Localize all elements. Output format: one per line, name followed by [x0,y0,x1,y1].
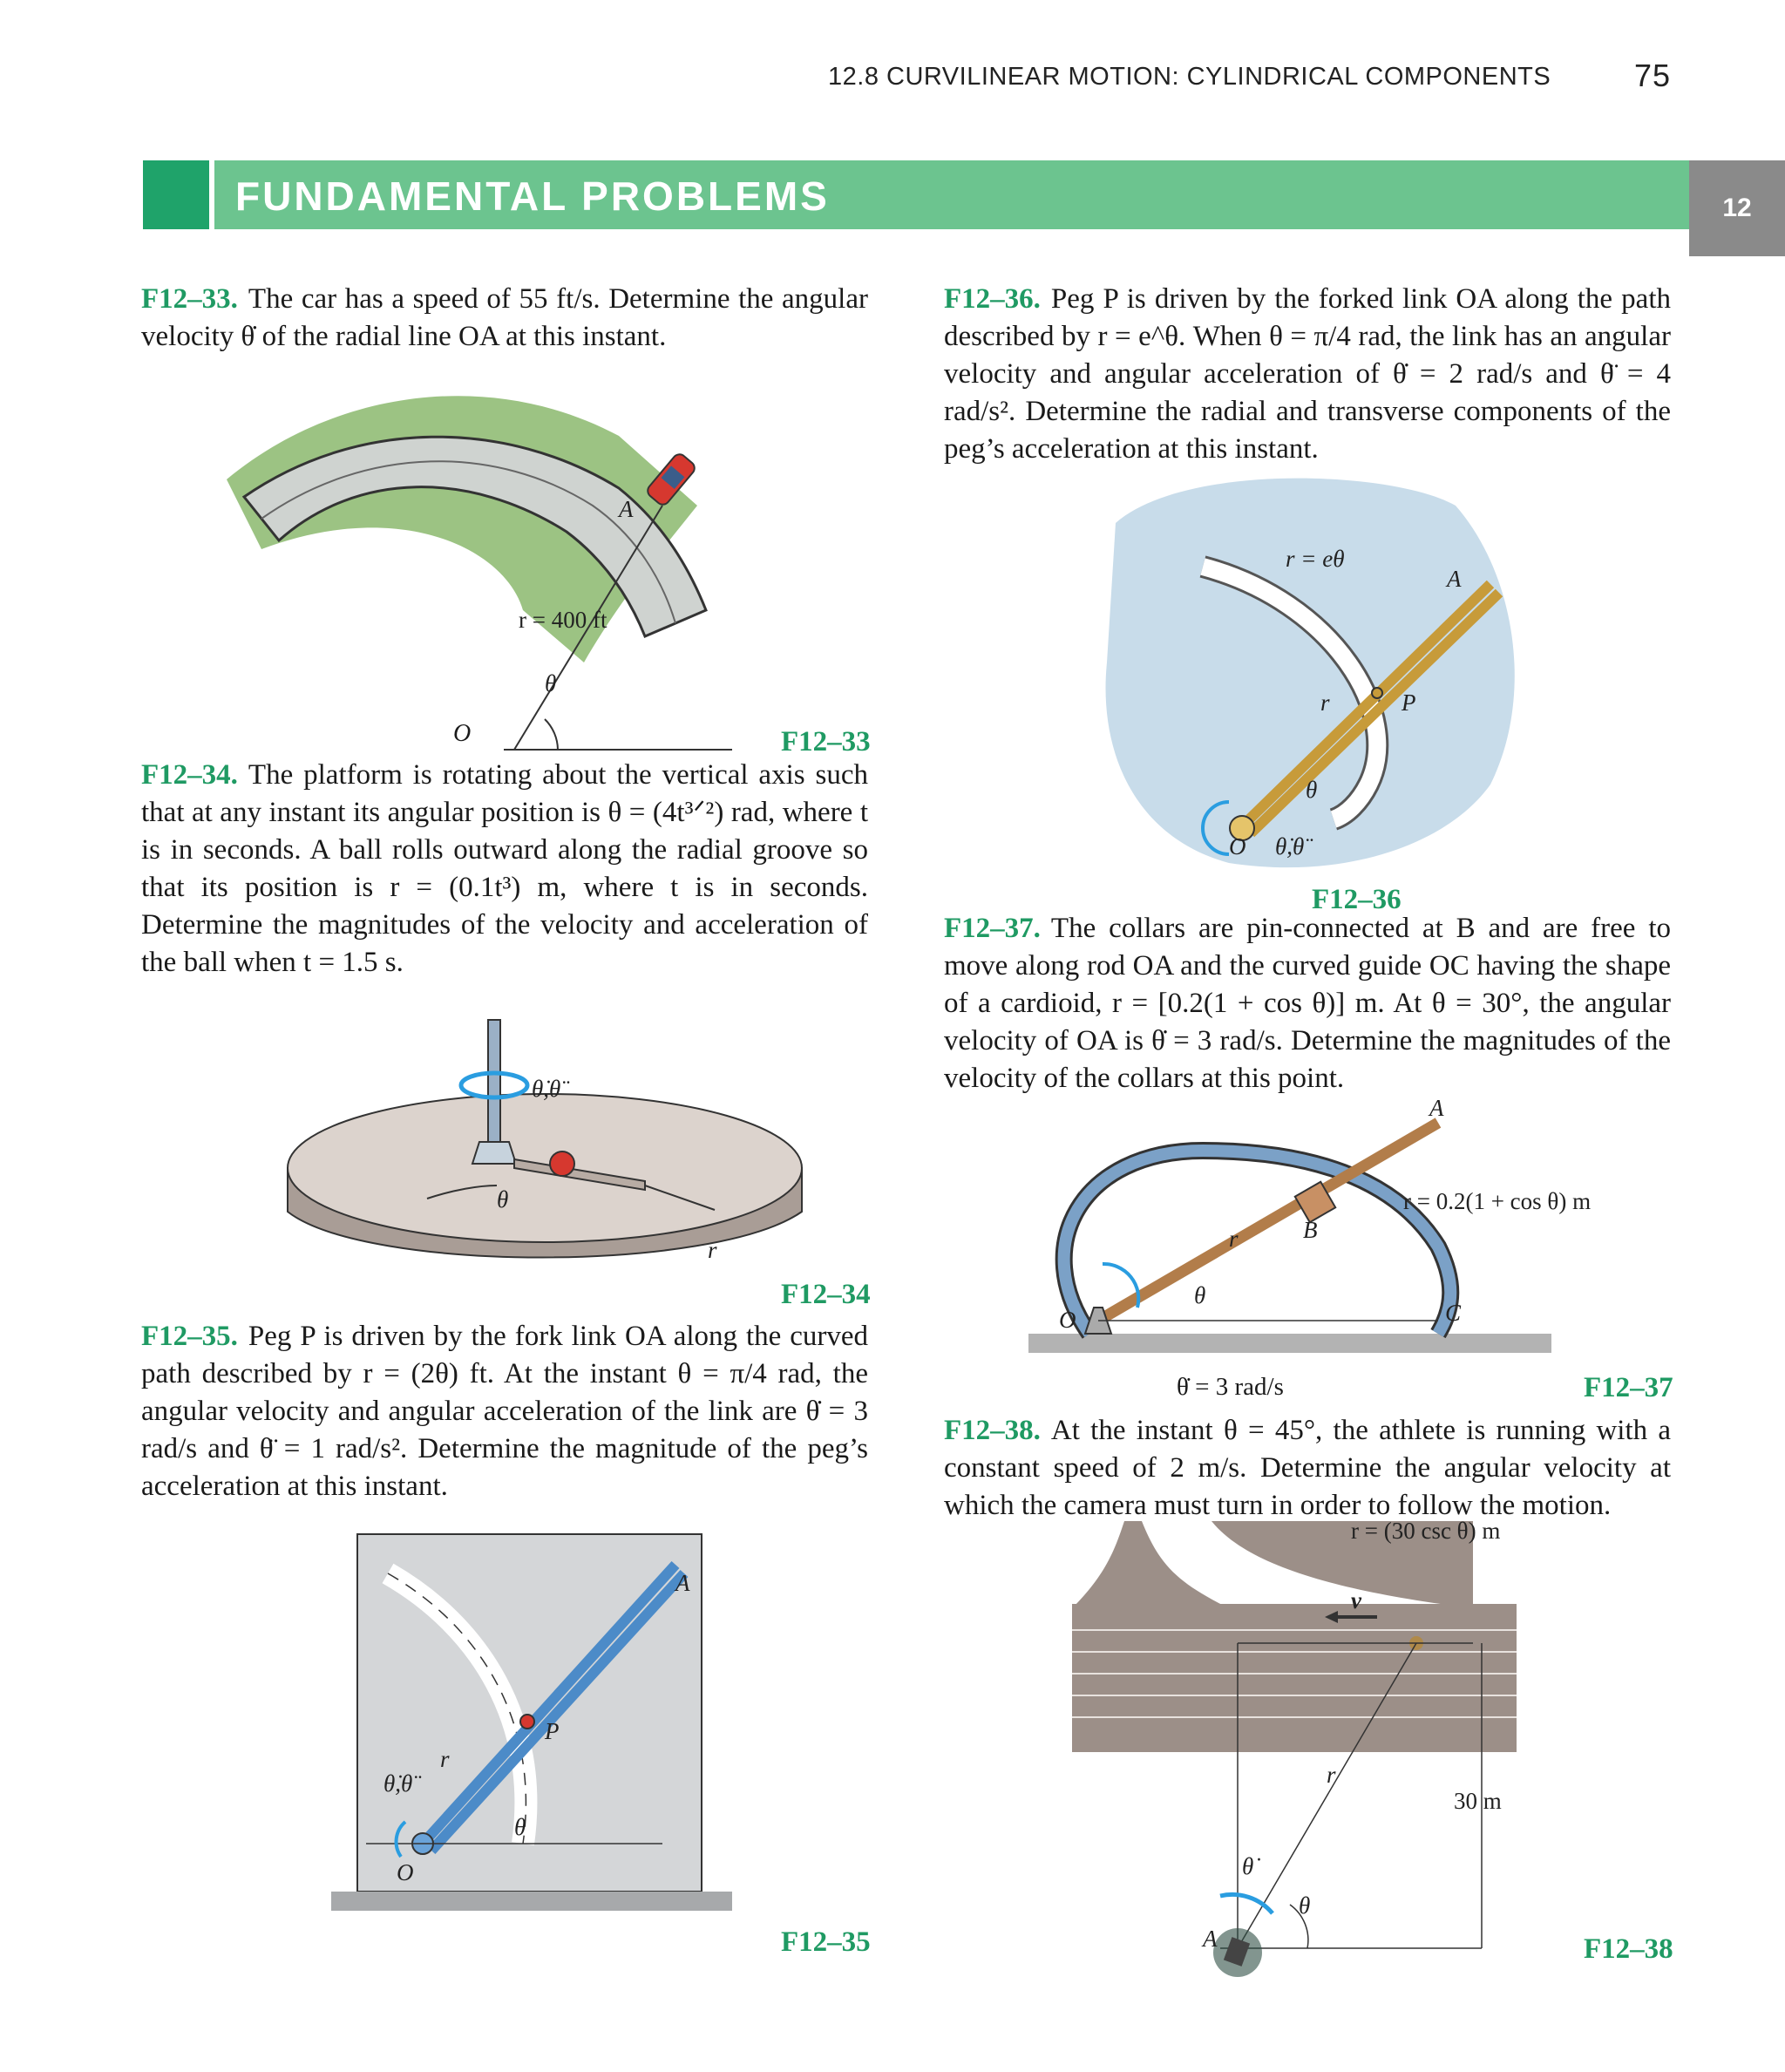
problem-text: At the instant θ = 45°, the athlete is running with a constant speed of 2 m/s. Determine the angular velocity at which the camera must turn in order to follow the motion. [944,1415,1671,1521]
peg-P [1372,688,1382,698]
label-theta: θ [545,670,557,696]
label-C: C [1445,1300,1462,1326]
figure-f12-35 [331,1530,732,1913]
caption-f12-37: F12–37 [1584,1372,1673,1403]
label-r: r [1327,1762,1336,1788]
label-A: A [619,496,634,522]
axis-base [472,1142,516,1164]
running-track [1072,1604,1517,1752]
caption-f12-34: F12–34 [781,1279,871,1310]
figure-f12-33 [209,375,784,758]
problem-text: The collars are pin-connected at B and are free to move along rod OA and the curved guide OC having the shape of a cardioid, r = [0.2(1 + cos θ)] m. At θ = 30°, the angular velocity of OA is θ̇ = 3 rad/s. Determine the magnitudes of the velocity of the collars at this point. [944,913,1671,1094]
problem-f12-36 [944,281,1671,468]
figure-f12-36 [1081,471,1534,889]
figure-f12-38 [1072,1521,1560,1992]
caption-f12-38: F12–38 [1584,1933,1673,1965]
problem-id: F12–37. [944,913,1041,944]
label-theta: θ [514,1814,526,1840]
problem-f12-35 [141,1318,868,1505]
problem-f12-33 [141,281,868,356]
problem-f12-38 [944,1412,1671,1525]
vertical-axis [488,1020,500,1142]
problem-id: F12–36. [944,283,1041,315]
label-rates: θ̇,θ̈ [1275,833,1305,859]
chapter-tab: 12 [1689,160,1785,256]
label-r: r [1229,1226,1239,1252]
label-rate: θ̇ [1242,1853,1254,1879]
problem-id: F12–35. [141,1321,238,1352]
problem-text: Peg P is driven by the forked link OA along the path described by r = e^θ. When θ = π/4 rad, the link has an angular velocity and angular acceleration of θ̇ = 2 rad/s and θ̈ = 4 rad/s². Determine the radial and transverse components of the peg’s acceleration at this instant. [944,283,1671,465]
theta-arc [545,719,558,750]
figure-f12-34 [279,1011,819,1273]
label-B: B [1303,1217,1318,1243]
ground [331,1892,732,1911]
label-rate: θ̇ = 3 rad/s [1177,1373,1284,1401]
label-r: r = 400 ft [519,607,607,633]
problem-id: F12–34. [141,759,238,791]
banner-title: FUNDAMENTAL PROBLEMS [235,173,830,219]
label-theta: θ [1306,777,1318,803]
label-theta: θ [1194,1282,1206,1308]
problem-text: The car has a speed of 55 ft/s. Determine the angular velocity θ̇ of the radial line OA at this instant. [141,283,868,352]
label-path: r = (30 csc θ) m [1351,1521,1501,1544]
label-path: r = eθ [1286,546,1345,572]
caption-f12-35: F12–35 [781,1926,871,1958]
label-O: O [1059,1307,1076,1333]
label-rates: θ̇,θ̈ [532,1076,561,1102]
problem-id: F12–38. [944,1415,1041,1446]
rotation-arrow-icon [1220,1894,1273,1913]
label-P: P [1402,690,1416,716]
label-A: A [675,1570,690,1596]
label-O: O [1229,833,1246,859]
track-corner [1072,1521,1229,1608]
label-P: P [545,1718,560,1744]
problem-f12-37 [944,910,1671,1097]
ground [1028,1334,1551,1353]
label-A: A [1429,1098,1444,1121]
label-dist: 30 m [1454,1788,1502,1814]
figure-f12-37 [1028,1098,1639,1360]
label-r: r [440,1746,450,1772]
label-r: r [708,1237,717,1263]
label-r: r [1320,690,1330,716]
ball [550,1151,574,1176]
background-plate [1106,479,1515,867]
label-v: v [1351,1587,1361,1613]
label-O: O [397,1859,414,1885]
label-A: A [1203,1926,1218,1952]
running-header-section: 12.8 CURVILINEAR MOTION: CYLINDRICAL COMPONENTS [828,63,1551,91]
problem-f12-34 [141,757,868,982]
banner-accent-block [143,160,209,229]
label-path: r = 0.2(1 + cos θ) m [1403,1188,1592,1214]
label-theta: θ [497,1186,509,1213]
caption-f12-33: F12–33 [781,726,871,757]
label-A: A [1447,566,1462,592]
problem-id: F12–33. [141,283,238,315]
page-number: 75 [1634,58,1672,93]
label-O: O [453,720,472,747]
peg-P [520,1715,534,1729]
label-rates: θ̇,θ̈ [383,1770,413,1797]
problem-text: The platform is rotating about the vertical axis such that at any instant its angular position is θ = (4t³ᐟ²) rad, where t is in seconds. A ball rolls outward along the radial groove so that its position is r = (0.1t³) m, where t is in seconds. Determine the magnitudes of the velocity and acceleration of the ball when t = 1.5 s. [141,759,868,978]
label-theta: θ [1299,1892,1311,1919]
caption-f12-36: F12–36 [1312,884,1402,915]
problem-text: Peg P is driven by the fork link OA along the curved path described by r = (2θ) ft. At the instant θ = π/4 rad, the angular velocity and angular acceleration of the link are θ̇ = 3 rad/s and θ̈ = 1 rad/s². Determine the magnitude of the peg’s acceleration at this instant. [141,1321,868,1502]
